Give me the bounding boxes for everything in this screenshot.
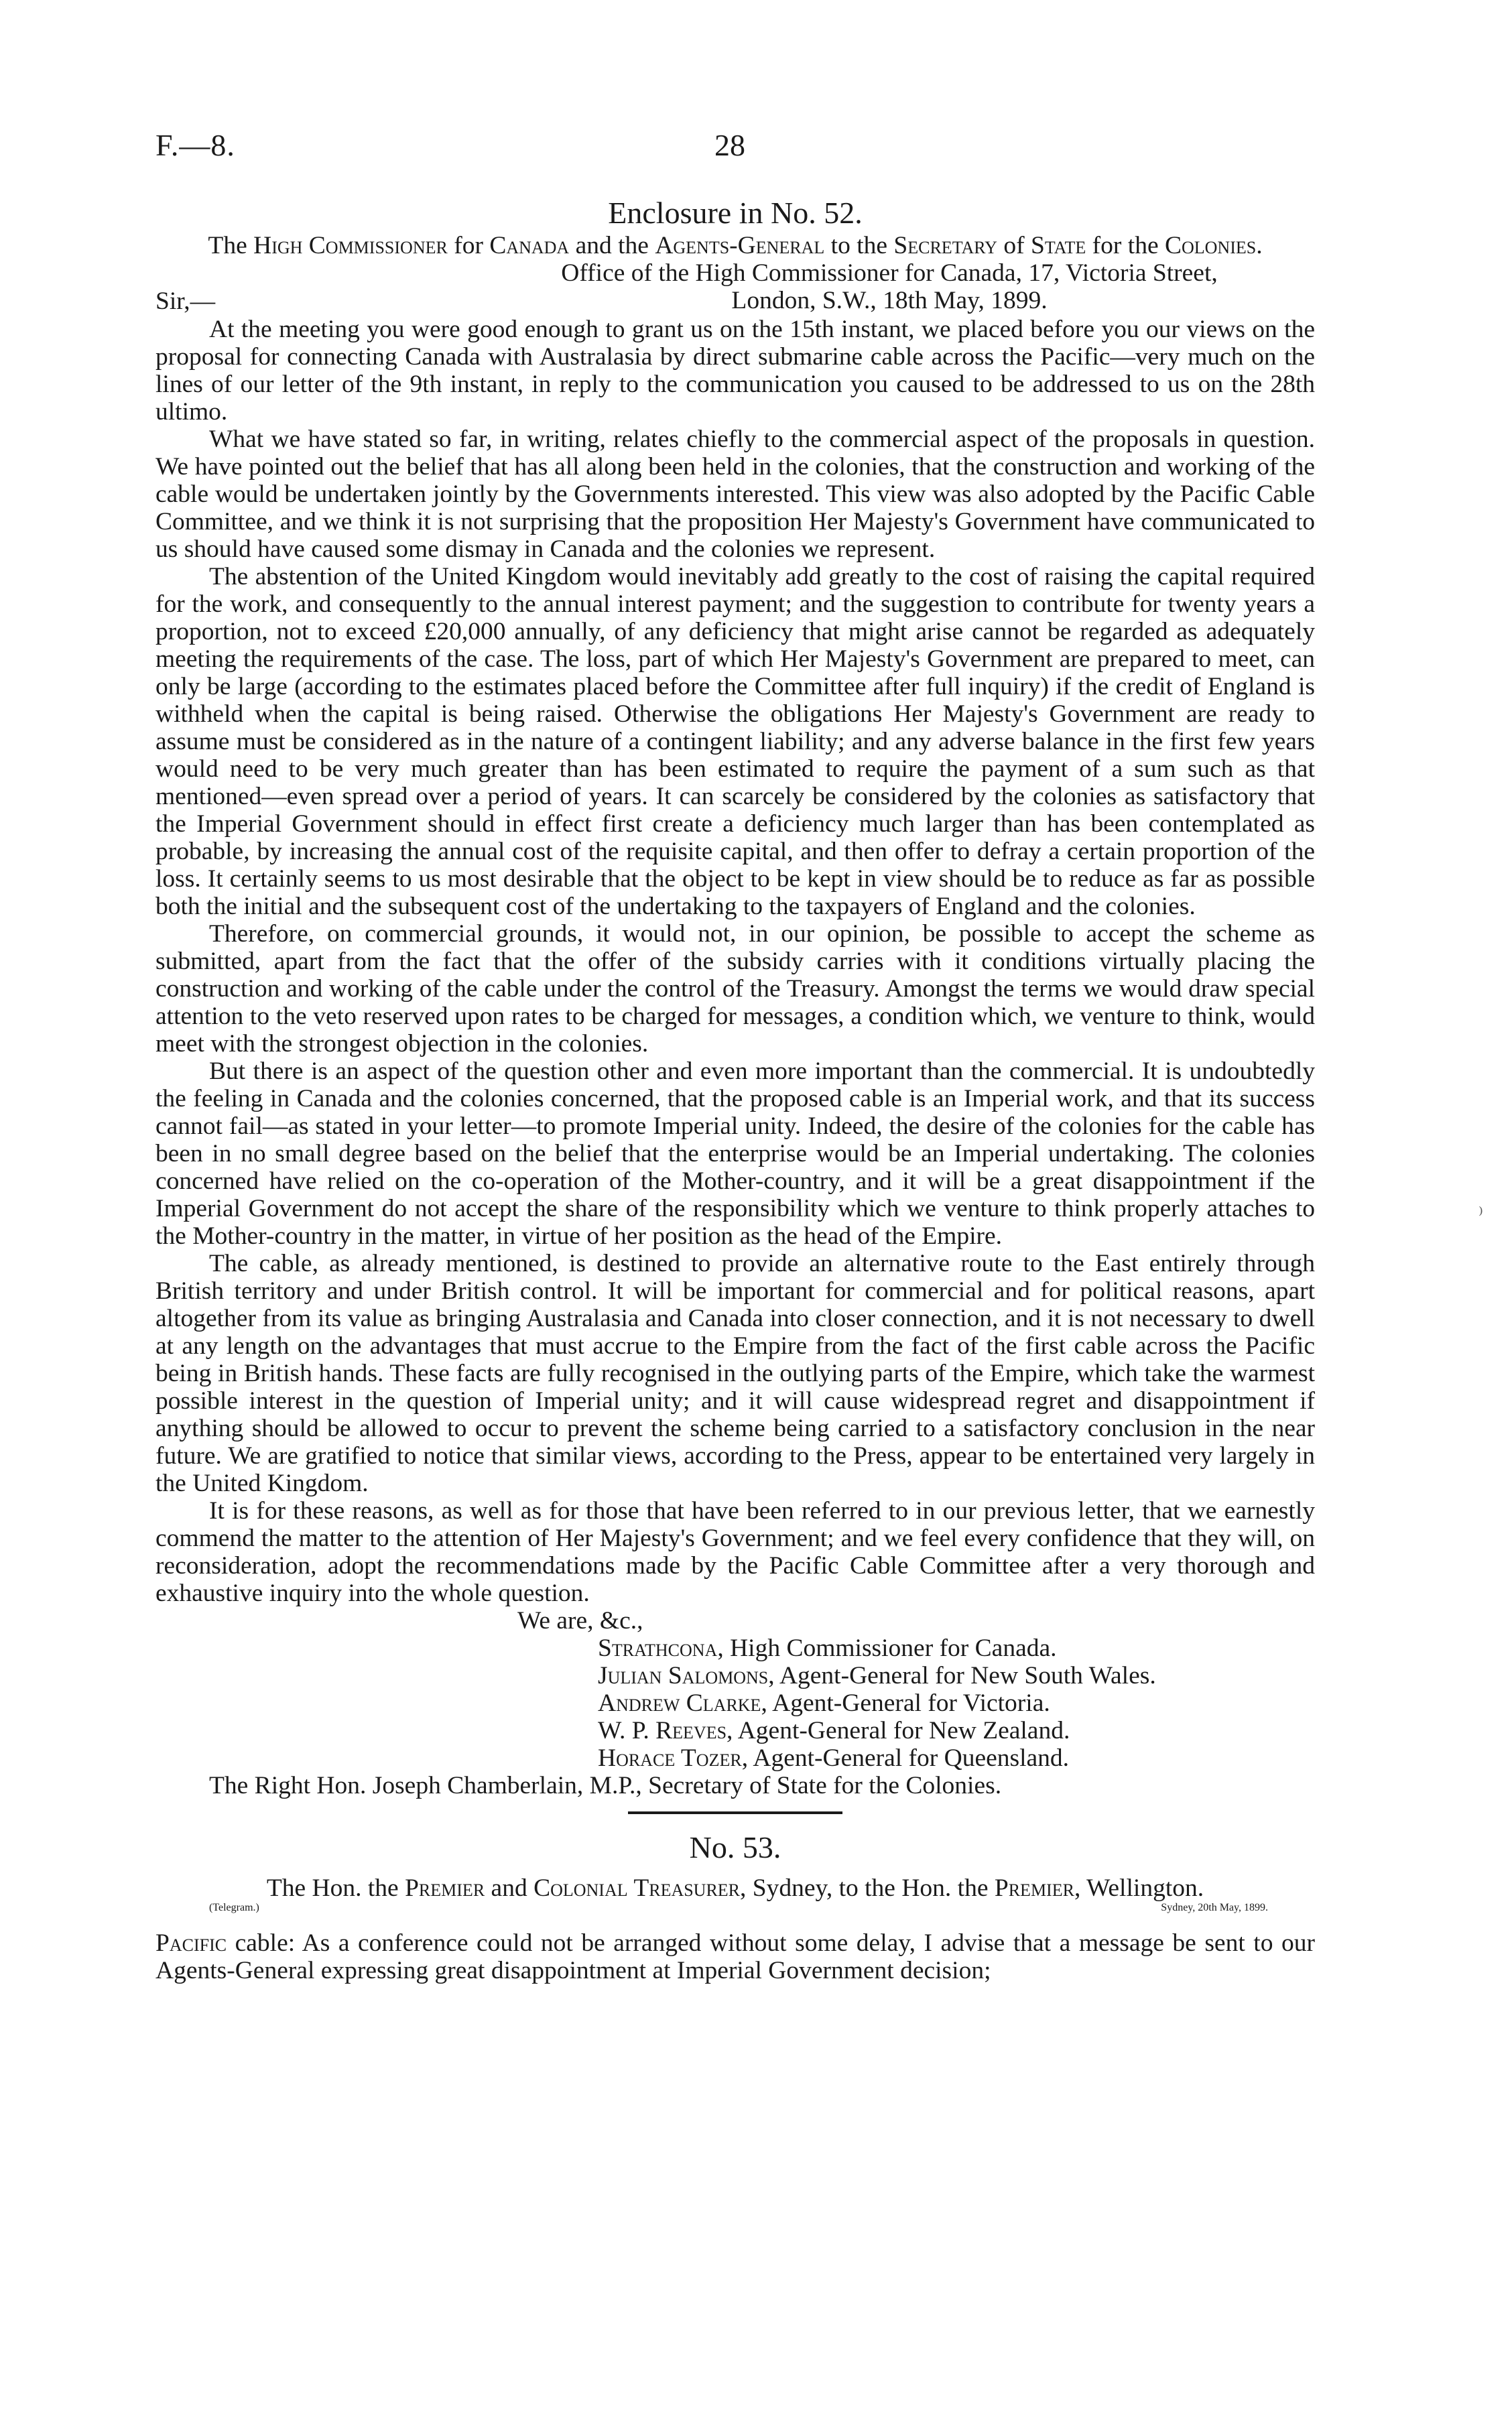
telegram-label: (Telegram.) — [209, 1902, 259, 1913]
heading-title-term: Premier — [994, 1874, 1074, 1902]
heading-text: , Sydney, to the Hon. the — [740, 1874, 995, 1902]
enclosure-title: Enclosure in No. 52. — [608, 196, 863, 230]
heading-text: and — [485, 1874, 534, 1902]
body-paragraph: At the meeting you were good enough to grant us on the 15th instant, we placed before you our views on the proposal for connecting Canada with Australasia by direct submarine cable across the Pacific—very much on the lines of our letter of the 9th instant, in reply to the communication you caused to be addressed to us on the 28th ultimo. — [155, 316, 1315, 426]
sender-address — [464, 259, 1315, 314]
heading-text: for the — [1086, 232, 1165, 259]
document-page — [155, 127, 1315, 1984]
body-paragraph: The abstention of the United Kingdom would inevitably add greatly to the cost of raising the capital required for the work, and consequently to the annual interest payment; and the suggestion to contribute for twenty years a proportion, not to exceed £20,000 annually, of any deficiency that might arise cannot be regarded as adequately meeting the requirements of the case. The loss, part of which Her Majesty's Government are prepared to meet, can only be large (according to the estimates placed before the Committee after full inquiry) if the credit of England is withheld when the capital is being raised. Otherwise the obligations Her Majesty's Government are ready to assume must be considered as in the nature of a contingent liability; and any adverse balance in the first few years would need to be very much greater than has been estimated to require the payment of a sum such as that mentioned—even spread over a period of years. It can scarcely be considered by the colonies as satisfactory that the Imperial Government should in effect first create a deficiency much larger than has been contemplated as probable, by increasing the annual cost of the requisite capital, and then offer to defray a certain proportion of the loss. It certainly seems to us most desirable that the object to be kept in view should be to reduce as far as possible both the initial and the subsequent cost of the undertaking to the taxpayers of England and the colonies. — [155, 563, 1315, 920]
signatory-name: Horace Tozer — [598, 1744, 742, 1772]
signatory-title: , Agent-General for New Zealand. — [727, 1717, 1070, 1744]
body-paragraph: Therefore, on commercial grounds, it would not, in our opinion, be possible to accept the scheme as submitted, apart from the fact that the offer of the subsidy carries with it conditions virtually placing the construction and working of the cable under the control of the Treasury. Amongst the terms we would draw special attention to the veto reserved upon rates to be charged for messages, a condition which, we venture to think, would meet with the strongest objection in the colonies. — [155, 920, 1315, 1058]
section-divider — [628, 1811, 842, 1814]
letter-body — [155, 316, 1315, 1607]
enclosure-heading — [155, 232, 1315, 259]
address-line-1: Office of the High Commissioner for Canada, 17, Victoria Street, — [561, 259, 1218, 287]
heading-title-term: Canada — [489, 232, 570, 259]
telegram-text: cable: As a conference could not be arranged without some delay, I advise that a message be sent to our Agents-General expressing great disappointment at Imperial Government decision; — [155, 1929, 1315, 1984]
heading-text: , Wellington. — [1074, 1874, 1204, 1902]
heading-title-term: Colonial Treasurer — [533, 1874, 741, 1902]
address-line-2: London, S.W., 18th May, 1899. — [731, 287, 1048, 314]
heading-title-term: Colonies — [1164, 232, 1257, 259]
margin-mark: ⁾ — [1478, 1204, 1483, 1225]
signatory-name: W. P. Reeves — [598, 1717, 727, 1744]
signatory-name: Julian Salomons — [598, 1662, 769, 1689]
telegram-lead-word: Pacific — [155, 1929, 227, 1957]
heading-title-term: Secretary — [893, 232, 997, 259]
heading-title-term: Agents-General — [655, 232, 825, 259]
signatory-name: Strathcona — [598, 1635, 718, 1662]
heading-text: and the — [569, 232, 655, 259]
heading-text: The — [208, 232, 254, 259]
signatory-name: Andrew Clarke — [598, 1689, 761, 1717]
heading-text: . — [1256, 232, 1263, 259]
body-paragraph: The cable, as already mentioned, is destined to provide an alternative route to the East entirely through British territory and under British control. It will be important for commercial and for political reasons, apart altogether from its value as bringing Australasia and Canada into closer connection, and it is not necessary to dwell at any length on the advantages that must accrue to the Empire from the fact of the first cable across the Pacific being in British hands. These facts are fully recognised in the outlying parts of the Empire, which take the warmest possible interest in the question of Imperial unity; and it will cause widespread regret and disappointment if anything should be allowed to occur to prevent the scheme being carried to a satisfactory conclusion in the near future. We are gratified to notice that similar views, according to the Press, appear to be entertained very largely in the United Kingdom. — [155, 1250, 1315, 1497]
heading-title-term: Premier — [405, 1874, 485, 1902]
heading-text: to the — [824, 232, 894, 259]
body-paragraph: But there is an aspect of the question other and even more important than the commercial. It is undoubtedly the feeling in Canada and the colonies concerned, that the proposed cable is an Imperial work, and that its success cannot fail—as stated in your letter—to promote Imperial unity. Indeed, the desire of the colonies for the cable has been in no small degree based on the belief that the enterprise would be an Imperial undertaking. The colonies concerned have relied on the co-operation of the Mother-country, and it will be a great disappointment if the Imperial Government do not accept the share of the responsibility which we venture to think properly attaches to the Mother-country in the matter, in virtue of her position as the head of the Empire. — [155, 1058, 1315, 1250]
addressee-line: The Right Hon. Joseph Chamberlain, M.P., Secretary of State for the Colonies. — [209, 1772, 1002, 1799]
signature-block — [155, 1607, 1315, 1772]
salutation: Sir,— — [155, 287, 216, 315]
item-53-heading — [155, 1874, 1315, 1902]
signatory-title: , Agent-General for Victoria. — [761, 1689, 1050, 1717]
heading-text: of — [997, 232, 1031, 259]
page-header — [155, 127, 1315, 181]
body-paragraph: What we have stated so far, in writing, relates chiefly to the commercial aspect of the proposals in question. We have pointed out the belief that has all along been held in the colonies, that the construction and working of the cable would be undertaken jointly by the Governments interested. This view was also adopted by the Pacific Cable Committee, and we think it is not surprising that the proposition Her Majesty's Government have communicated to us should have caused some dismay in Canada and the colonies we represent. — [155, 426, 1315, 563]
signatory-title: , Agent-General for Queensland. — [741, 1744, 1070, 1772]
closing-line: We are, &c., — [517, 1607, 643, 1635]
signatory-title: , High Commissioner for Canada. — [717, 1635, 1057, 1662]
signatory — [598, 1744, 1315, 1772]
letter-address-block — [155, 259, 1315, 316]
signatory — [598, 1689, 1315, 1717]
heading-title-term: State — [1030, 232, 1086, 259]
item-53-title: No. 53. — [689, 1830, 781, 1864]
heading-text: The Hon. the — [266, 1874, 405, 1902]
telegram-meta — [155, 1902, 1315, 1929]
body-paragraph: It is for these reasons, as well as for those that have been referred to in our previous letter, that we earnestly commend the matter to the attention of Her Majesty's Government; and we feel every confidence that they will, on reconsideration, adopt the recommendations made by the Pacific Cable Committee after a very thorough and exhaustive inquiry into the whole question. — [155, 1497, 1315, 1607]
document-reference: F.—8. — [155, 128, 235, 162]
signatory — [598, 1635, 1315, 1662]
signatory-title: , Agent-General for New South Wales. — [768, 1662, 1156, 1689]
signatory — [598, 1717, 1315, 1744]
heading-title-term: High Commissioner — [253, 232, 448, 259]
heading-text: for — [447, 232, 490, 259]
telegram-body — [155, 1929, 1315, 1984]
page-number: 28 — [714, 128, 745, 162]
signatory — [598, 1662, 1315, 1689]
telegram-place-date: Sydney, 20th May, 1899. — [1161, 1902, 1268, 1913]
